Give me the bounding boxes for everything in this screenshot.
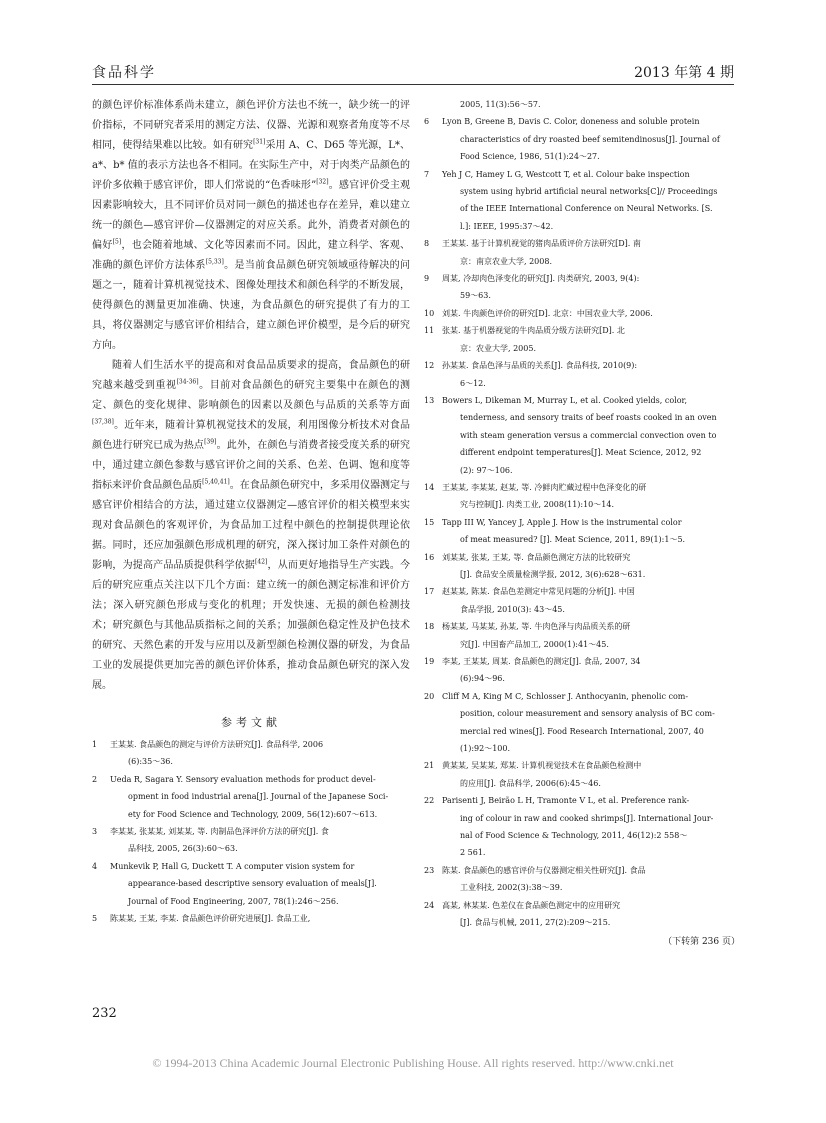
page-number: 232: [92, 1006, 117, 1021]
reference-line: 13 Bowers L, Dikeman M, Murray L, et al. Cooked yields, color,: [424, 395, 688, 405]
references-list-right: [424, 96, 740, 932]
reference-line: different endpoint temperatures[J]. Meat Science, 2012, 92: [460, 448, 702, 458]
reference-line: 7 Yeh J C, Hamey L G, Westcott T, et al. Colour bake inspection: [424, 169, 690, 179]
reference-line: 23 陈某. 食品颜色的感官评价与仪器测定相关性研究[J]. 食品: [424, 865, 646, 875]
reference-line: 2 561.: [460, 848, 486, 858]
reference-line: [J]. 食品与机械, 2011, 27(2):209～215.: [460, 918, 611, 928]
right-column: [424, 96, 740, 947]
reference-line: characteristics of dry roasted beef semitendinosus[J]. Journal of: [460, 134, 720, 144]
body-paragraph-1: 的颜色评价标准体系尚未建立，颜色评价方法也不统一，缺少统一的评价指标，不同研究者采用的测定方法、仪器、光源和观察者角度等不尽相同，使得结果难以比较。如有研究[31]采用 A、C、D65 等光源，L*、a*、b* 值的表示方法也各不相同。在实际生产中，对于肉类产品颜色的评价多依赖于感官评价，即人们常说的“色香味形”[32]。感官评价受主观因素影响较大，且不同评价员对同一颜色的描述也存在差异，难以建立统一的颜色—感官评价—仪器测定的对应关系。此外，消费者对颜色的偏好[5]，也会随着地域、文化等因素而不同。因此，建立科学、客观、准确的颜色评价方法体系[5,33]。是当前食品颜色研究领域亟待解决的问题之一，随着计算机视觉技术、图像处理技术和颜色科学的不断发展，使得颜色的测量更加准确、快速，为食品颜色的研究提供了有力的工具，将仪器测定与感官评价相结合，建立颜色评价模型，是今后的研究方向。: [92, 100, 411, 351]
reference-line: 2005, 11(3):56～57.: [460, 100, 541, 109]
reference-line: 17 赵某某, 陈某. 食品色差测定中常见问题的分析[J]. 中国: [424, 587, 635, 597]
references-heading: 参考文献: [221, 716, 281, 729]
left-column: [92, 96, 410, 927]
journal-title: 食品科学: [92, 65, 156, 81]
reference-line: Journal of Food Engineering, 2007, 78(1):246～256.: [128, 896, 339, 906]
reference-line: 的应用[J]. 食品科学, 2006(6):45～46.: [460, 778, 601, 788]
header-rule: [92, 84, 734, 85]
reference-line: appearance-based descriptive sensory evaluation of meals[J].: [128, 879, 377, 889]
issue-label: 2013 年第 4 期: [634, 65, 734, 81]
reference-line: l.]: IEEE, 1995:37～42.: [460, 221, 554, 231]
reference-line: 16 刘某某, 张某, 王某, 等. 食品颜色测定方法的比较研究: [424, 552, 631, 562]
reference-line: nal of Food Science & Technology, 2011, 46(12):2 558～: [460, 831, 688, 841]
reference-line: (2): 97～106.: [460, 465, 513, 475]
reference-line: opment in food industrial arena[J]. Journal of the Japanese Soci-: [128, 792, 389, 802]
reference-line: ety for Food Science and Technology, 2009, 56(12):607～613.: [128, 809, 378, 819]
reference-line: 12 孙某某. 食品色泽与品质的关系[J]. 食品科技, 2010(9):: [424, 361, 638, 371]
reference-line: of the IEEE International Conference on Neural Networks. [S.: [460, 204, 713, 214]
reference-line: 8 王某某. 基于计算机视觉的猪肉品质评价方法研究[D]. 南: [424, 239, 641, 249]
reference-line: 24 高某, 林某某. 色差仪在食品颜色测定中的应用研究: [424, 900, 621, 910]
reference-line: system using hybrid artificial neural networks[C]// Proceedings: [460, 187, 718, 197]
reference-line: 21 黄某某, 吴某某, 郑某. 计算机视觉技术在食品颜色检测中: [424, 761, 642, 771]
reference-line: 10 刘某. 牛肉颜色评价的研究[D]. 北京：中国农业大学, 2006.: [424, 308, 653, 318]
reference-line: 20 Cliff M A, King M C, Schlosser J. Anthocyanin, phenolic com-: [424, 691, 689, 701]
reference-line: 11 张某. 基于机器视觉的牛肉品质分级方法研究[D]. 北: [424, 326, 625, 336]
reference-line: 1 王某某. 食品颜色的测定与评价方法研究[J]. 食品科学, 2006: [92, 740, 324, 749]
reference-line: 京：农业大学, 2005.: [460, 343, 536, 353]
body-paragraph-2: 随着人们生活水平的提高和对食品品质要求的提高，食品颜色的研究越来越受到重视[34-36]。目前对食品颜色的研究主要集中在颜色的测定、颜色的变化规律、影响颜色的因素以及颜色与品质的关系等方面[37,38]。近年来，随着计算机视觉技术的发展，利用图像分析技术对食品颜色进行研究已成为热点[39]。此外，在颜色与消费者接受度关系的研究中，通过建立颜色参数与感官评价之间的关系、色差、色调、饱和度等指标来评价食品颜色品质[5,40,41]。在食品颜色研究中，多采用仪器测定与感官评价相结合的方法，通过建立仪器测定—感官评价的相关模型来实现对食品颜色的客观评价，为食品加工过程中颜色的控制提供理论依据。同时，还应加强颜色形成机理的研究，深入探讨加工条件对颜色的影响，为提高产品品质提供科学依据[42]，从而更好地指导生产实践。今后的研究应重点关注以下几个方面：建立统一的颜色测定标准和评价方法；深入研究颜色形成与变化的机理；开发快速、无损的颜色检测技术；研究颜色与其他品质指标之间的关系；加强颜色稳定性及护色技术的研究、天然色素的开发与应用以及新型颜色检测仪器的研发，为食品工业的发展提供更加完善的颜色评价体系，推动食品颜色研究的深入发展。: [92, 360, 411, 691]
reference-line: 19 李某, 王某某, 周某. 食品颜色的测定[J]. 食品, 2007, 34: [424, 657, 641, 666]
reference-line: (6):35～36.: [128, 757, 173, 767]
copyright-footer: © 1994-2013 China Academic Journal Electronic Publishing House. All rights reserved. http://www.cnki.net: [152, 1056, 674, 1070]
reference-line: Food Science, 1986, 51(1):24～27.: [460, 152, 600, 162]
reference-line: mercial red wines[J]. Food Research International, 2007, 40: [460, 726, 704, 736]
reference-line: 14 王某某, 李某某, 赵某, 等. 冷鲜肉贮藏过程中色泽变化的研: [424, 482, 647, 492]
reference-line: 59～63.: [460, 291, 491, 301]
reference-line: 京：南京农业大学, 2008.: [460, 256, 552, 266]
reference-line: of meat measured? [J]. Meat Science, 2011, 89(1):1～5.: [460, 535, 686, 545]
reference-line: 品科技, 2005, 26(3):60～63.: [128, 844, 238, 854]
reference-line: 究[J]. 中国畜产品加工, 2000(1):41～45.: [460, 639, 609, 649]
reference-line: with steam generation versus a commercial convection oven to: [460, 430, 717, 440]
reference-line: 5 陈某某, 王某, 李某. 食品颜色评价研究进展[J]. 食品工业,: [92, 914, 311, 924]
reference-line: 18 杨某某, 马某某, 孙某, 等. 牛肉色泽与肉品质关系的研: [424, 622, 631, 632]
reference-line: 15 Tapp III W, Yancey J, Apple J. How is the instrumental color: [424, 517, 682, 527]
reference-line: [J]. 食品安全质量检测学报, 2012, 3(6):628～631.: [460, 569, 646, 579]
reference-line: 究与控制[J]. 肉类工业, 2008(11):10～14.: [460, 500, 614, 510]
references-list-left: [92, 736, 410, 927]
continued-note: （下转第 236 页）: [663, 936, 740, 947]
reference-line: 食品学报, 2010(3): 43～45.: [460, 604, 565, 614]
reference-line: 2 Ueda R, Sagara Y. Sensory evaluation methods for product devel-: [92, 774, 376, 784]
reference-line: 6～12.: [460, 378, 486, 388]
reference-line: position, colour measurement and sensory analysis of BC com-: [460, 709, 715, 719]
reference-line: ing of colour in raw and cooked shrimps[J]. International Jour-: [460, 813, 714, 823]
reference-line: (6):94～96.: [460, 674, 505, 684]
reference-line: 4 Munkevik P, Hall G, Duckett T. A computer vision system for: [92, 861, 355, 871]
reference-line: 6 Lyon B, Greene B, Davis C. Color, doneness and soluble protein: [424, 117, 700, 127]
reference-line: 9 周某, 冷却肉色泽变化的研究[J]. 肉类研究, 2003, 9(4):: [424, 274, 640, 284]
reference-line: tenderness, and sensory traits of beef roasts cooked in an oven: [460, 413, 717, 423]
reference-line: 工业科技, 2002(3):38～39.: [460, 883, 563, 893]
reference-line: 22 Parisenti J, Beirão L H, Tramonte V L, et al. Preference rank-: [424, 796, 690, 806]
reference-line: (1):92～100.: [460, 744, 511, 754]
reference-line: 3 李某某, 张某某, 刘某某, 等. 肉制品色泽评价方法的研究[J]. 食: [92, 827, 329, 837]
